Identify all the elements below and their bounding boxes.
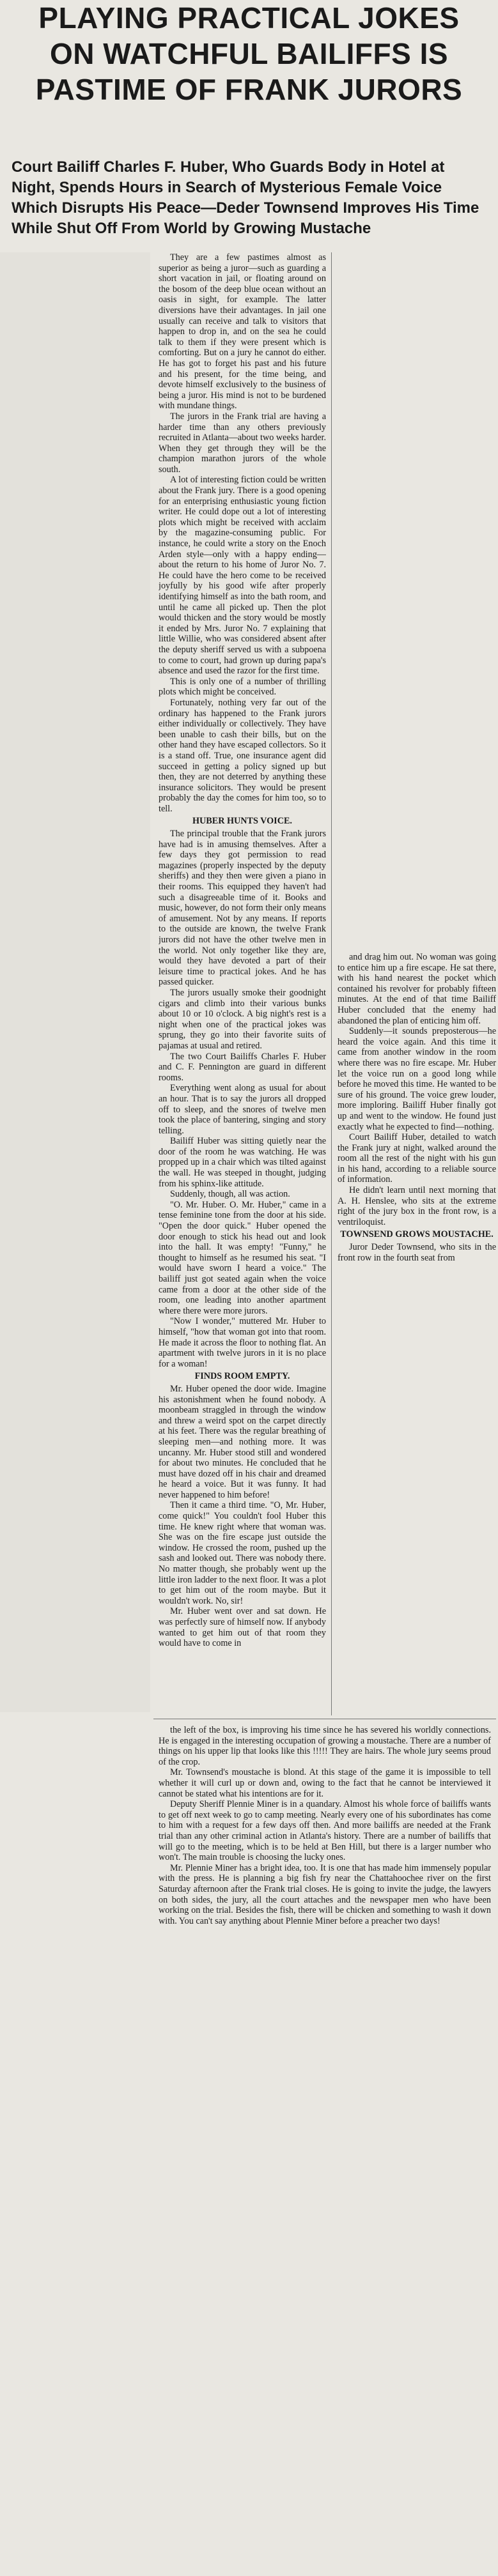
section-subhead: FINDS ROOM EMPTY. bbox=[194, 1371, 290, 1382]
article-column-1 bbox=[159, 252, 326, 1715]
paragraph: The principal trouble that the Frank jurors have had is in amusing themselves. After a few days they got permission to read magazines (properly inspected by the deputy sheriffs) and they then were given a piano in their rooms. This equipped they haven't had such a disagreeable time of it. Books and music, however, do not form their only means of amusement. Not by any means. If reports to the outside are known, the twelve Frank jurors did not have the other twelve men in the world. Not only together like they are, would they have devoted a part of their leisure time to practical jokes. And he has passed quicker. bbox=[159, 829, 326, 988]
paragraph: The jurors in the Frank trial are having a harder time than any others previously recruited in Atlanta—about two weeks harder. When they get through they will be the champion marathon jurors of the whole south. bbox=[159, 411, 326, 475]
headline-line-1: PLAYING PRACTICAL JOKES bbox=[38, 1, 460, 34]
paragraph: They are a few pastimes almost as superior as being a juror—such as guarding a short vacation in jail, or floating around on the bosom of the deep blue ocean without an oasis in sight, for example. The latter diversions have their advantages. In jail one usually can receive and talk to visitors that happen to drop in, and on the sea he could talk to them if they were present which is comforting. But on a jury he cannot do either. He has got to forget his past and his future and his present, for the time being, and devote himself exclusively to the business of being a juror. His mind is not to be burdened with mundane things. bbox=[159, 252, 326, 411]
paragraph: Deputy Sheriff Plennie Miner is in a quandary. Almost his whole force of bailiffs wants to get off next week to go to camp meeting. Nearly every one of his subordinates has come to him with a request for a few days off then. And more bailiffs are needed at the Frank trial than any other criminal action in Atlanta's history. There are a number of bailiffs that will go to the meeting, which is to be held at Ben Hill, but there is a larger number who won't. The main trouble is choosing the lucky ones. bbox=[159, 1799, 491, 1863]
faded-photo-area bbox=[0, 252, 150, 1712]
paragraph: This is only one of a number of thrilling plots which might be conceived. bbox=[159, 676, 326, 698]
paragraph: He didn't learn until next morning that A. H. Henslee, who sits at the extreme right of the jury box in the front row, is a ventriloquist. bbox=[338, 1185, 496, 1227]
headline-line-2: ON WATCHFUL BAILIFFS IS bbox=[49, 37, 449, 70]
paragraph: Bailiff Huber was sitting quietly near the door of the room he was watching. He was propped up in a chair which was tilted against the wall. He was steeped in thought, judging from his sphinx-like attitude. bbox=[159, 1136, 326, 1189]
paragraph: The two Court Bailiffs Charles F. Huber and C. F. Pennington are guard in different rooms. bbox=[159, 1051, 326, 1083]
paragraph: the left of the box, is improving his time since he has severed his worldly connections. He is engaged in the interesting occupation of growing a moustache. There are a number of things on his upper lip that looks like this !!!!! They are hairs. The whole jury seems proud of the crop. bbox=[159, 1725, 491, 1767]
paragraph: Suddenly—it sounds preposterous—he heard the voice again. And this time it came from another window in the room where there was no fire escape. Mr. Huber let the voice run on a good long while before he moved this time. He wanted to be sure of his ground. The voice grew louder, more imploring. Bailiff Huber finally got up and went to the window. He found just exactly what he expected to find—nothing. bbox=[338, 1026, 496, 1132]
paragraph: Fortunately, nothing very far out of the ordinary has happened to the Frank jurors either individually or collectively. They have been unable to cash their bills, but on the other hand they have escaped collectors. So it is a stand off. True, one insurance agent did succeed in getting a policy signed up but then, they are not deterred by anything these insurance solicitors. They would be present probably the day the comes for him too, so to tell. bbox=[159, 697, 326, 814]
paragraph: Everything went along as usual for about an hour. That is to say the jurors all dropped off to sleep, and the snores of twelve men took the place of bantering, singing and story telling. bbox=[159, 1083, 326, 1136]
paragraph: "O. Mr. Huber. O. Mr. Huber," came in a tense feminine tone from the door at his side. "Open the door quick." Huber opened the door enough to stick his head out and look into the hall. It was empty! "Funny," he thought to himself as he resumed his seat. "I would have sworn I heard a voice." The bailiff just got seated again when the voice came from a door at the other side of the room, one leading into another apartment where there were more jurors. bbox=[159, 1199, 326, 1316]
paragraph: Mr. Huber opened the door wide. Imagine his astonishment when he found nobody. A moonbeam straggled in through the window and threw a weird spot on the carpet directly at his feet. There was the regular breathing of sleeping men—and nothing more. It was uncanny. Mr. Huber stood still and wondered for about two minutes. He concluded that he must have dozed off in his chair and dreamed he heard a voice. But it was funny. It had never happened to him before! bbox=[159, 1383, 326, 1500]
article-column-3 bbox=[159, 1725, 491, 2572]
paragraph: "Now I wonder," muttered Mr. Huber to himself, "how that woman got into that room. He made it across the floor to nothing flat. An apartment with twelve jurors in it is no place for a woman! bbox=[159, 1316, 326, 1369]
paragraph: Mr. Plennie Miner has a bright idea, too. It is one that has made him immensely popular with the press. He is planning a big fish fry near the Chattahoochee river on the first Saturday afternoon after the Frank trial closes. He is going to invite the judge, the lawyers on both sides, the jury, all the court attaches and the newspaper men who have been working on the trial. Besides the fish, there will be chicken and something to wash it down with. You can't say anything about Plennie Miner before a preacher two days! bbox=[159, 1862, 491, 1926]
section-subhead: TOWNSEND GROWS MOUSTACHE. bbox=[340, 1229, 494, 1240]
paragraph: A lot of interesting fiction could be written about the Frank jury. There is a good opening for an enterprising enthusiastic young fiction writer. He could dope out a lot of interesting plots which might be received with acclaim by the magazine-consuming public. For instance, he could write a story on the Enoch Arden style—only with a happy ending—about the return to his home of Juror No. 7. He could have the hero come to be received joyfully by his good wife after properly identifying himself as into the bath room, and until he came all picked up. Then the plot would thicken and the story would be mostly it ended by Mrs. Juror No. 7 explaining that little Willie, who was considered absent after the deputy sheriff served us with a subpoena to come to court, had grown up during papa's absence and used the razor for the first time. bbox=[159, 475, 326, 677]
column-rule bbox=[331, 252, 332, 1715]
paragraph: Juror Deder Townsend, who sits in the front row in the fourth seat from bbox=[338, 1242, 496, 1263]
headline bbox=[0, 0, 498, 107]
subheadline-deck: Court Bailiff Charles F. Huber, Who Guards Body in Hotel at Night, Spends Hours in Search of Mysterious Female Voice Which Disrupts His Peace—Deder Townsend Improves His Time While Shut Off From World by Growing Mustache bbox=[12, 158, 479, 237]
paragraph: Mr. Huber went over and sat down. He was perfectly sure of himself now. If anybody wanted to get him out of that room they would have to come in bbox=[159, 1606, 326, 1649]
paragraph: Mr. Townsend's moustache is blond. At this stage of the game it is impossible to tell whether it will curl up or down and, owing to the fact that he cannot be interviewed it cannot be stated what his intentions are for it. bbox=[159, 1767, 491, 1799]
paragraph: Then it came a third time. "O, Mr. Huber, come quick!" You couldn't fool Huber this time. He knew right where that woman was. She was on the fire escape just outside the window. He crossed the room, pushed up the sash and looked out. There was nobody there. No matter though, she probably went up the little iron ladder to the next floor. It was a plot to get him out of the room maybe. But it wouldn't work. No, sir! bbox=[159, 1500, 326, 1606]
paragraph: Suddenly, though, all was action. bbox=[170, 1189, 290, 1200]
paragraph: The jurors usually smoke their goodnight cigars and climb into their various bunks about 10 or 10 o'clock. A big night's rest is a night when one of the practical jokes was sprung, they go into their favorite suits of pajamas at usual and retired. bbox=[159, 987, 326, 1051]
article-column-2 bbox=[338, 952, 496, 1715]
paragraph: and drag him out. No woman was going to entice him up a fire escape. He sat there, with his hand nearest the pocket which contained his revolver for probably fifteen minutes. At the end of that time Bailiff Huber concluded that the enemy had abandoned the plan of enticing him off. bbox=[338, 952, 496, 1026]
headline-line-3: PASTIME OF FRANK JURORS bbox=[35, 73, 463, 106]
section-subhead: HUBER HUNTS VOICE. bbox=[192, 816, 292, 827]
paragraph: Court Bailiff Huber, detailed to watch the Frank jury at night, walked around the room all the rest of the night with his gun in his hand, according to a reliable source of information. bbox=[338, 1132, 496, 1185]
